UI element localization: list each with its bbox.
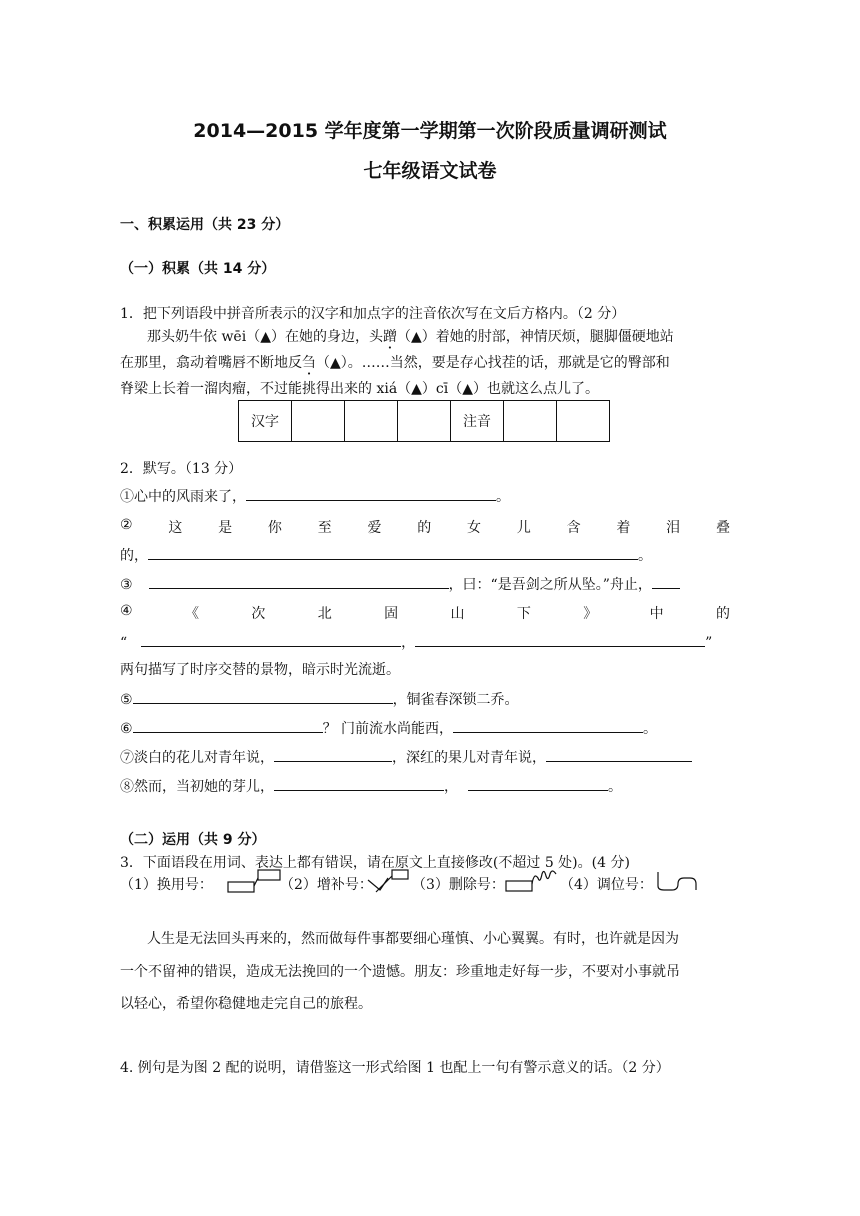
answer-cell[interactable] bbox=[398, 401, 451, 442]
blank-line[interactable] bbox=[652, 574, 680, 589]
swap-mark-icon bbox=[654, 868, 700, 894]
q2-item3 bbox=[120, 574, 680, 594]
q1-passage-text: （▲）。……当然，要是存心找茬的话，那就是它的臀部和 bbox=[316, 355, 670, 371]
section-heading: 一、积累运用（共 23 分） bbox=[120, 217, 290, 233]
spread-char: 固 bbox=[384, 606, 399, 622]
spread-char: 叠 bbox=[715, 520, 730, 536]
q2-item6 bbox=[120, 718, 657, 738]
spread-char: 北 bbox=[317, 606, 332, 622]
q2-item4-line2 bbox=[120, 632, 712, 652]
q1-passage-text: （▲）着她的肘部，神情厌烦，腿脚僵硬地站 bbox=[396, 329, 674, 345]
dotted-char: 刍 bbox=[302, 355, 316, 371]
q2-item8 bbox=[120, 776, 622, 796]
q3-passage-line1: 人生是无法回头再来的，然而做每件事都要细心瑾慎、小心翼翼。有时，也许就是因为 bbox=[147, 931, 679, 947]
item-text: ” bbox=[705, 635, 713, 651]
q1-answer-table bbox=[238, 400, 610, 442]
table-label-zhuyin: 注音 bbox=[451, 401, 504, 442]
item-text: ⑤ bbox=[120, 692, 133, 708]
spread-char: ② bbox=[120, 517, 133, 533]
blank-line[interactable] bbox=[133, 718, 323, 733]
spread-char: 山 bbox=[450, 606, 465, 622]
spread-char: 下 bbox=[516, 606, 531, 622]
item-text: ⑦淡白的花儿对青年说， bbox=[120, 750, 274, 766]
blank-line[interactable] bbox=[546, 747, 692, 762]
spread-char: ④ bbox=[120, 603, 133, 619]
spread-char: 》 bbox=[583, 606, 598, 622]
item-text: ，深红的果儿对青年说， bbox=[392, 750, 546, 766]
spread-char: 的 bbox=[715, 606, 730, 622]
exam-subtitle: 七年级语文试卷 bbox=[363, 160, 497, 182]
spread-char: 是 bbox=[218, 520, 233, 536]
dotted-char: 蹭 bbox=[382, 329, 397, 345]
q4-prompt: 4. 例句是为图 2 配的说明，请借鉴这一形式给图 1 也配上一句有警示意义的话。（2 分） bbox=[120, 1060, 670, 1076]
part-heading-application: （二）运用（共 9 分） bbox=[120, 832, 266, 848]
blank-line[interactable] bbox=[133, 689, 393, 704]
item-text: 。 bbox=[643, 721, 658, 737]
item-text: ， bbox=[444, 779, 458, 795]
item-text: 。 bbox=[496, 489, 510, 505]
q3-mark3-label: （3）删除号： bbox=[412, 877, 505, 893]
spread-char: 你 bbox=[267, 520, 282, 536]
blank-line[interactable] bbox=[274, 747, 392, 762]
q1-passage-line2 bbox=[120, 352, 670, 372]
insert-mark-icon bbox=[366, 868, 412, 894]
q3-mark2-label: （2）增补号： bbox=[280, 877, 373, 893]
part-heading-accumulation: （一）积累（共 14 分） bbox=[120, 261, 276, 277]
item-text: ，曰：“是吾剑之所从坠。”舟止， bbox=[448, 577, 652, 593]
q2-item4-tail: 两句描写了时序交替的景物，暗示时光流逝。 bbox=[120, 662, 400, 678]
spread-char: 着 bbox=[616, 520, 631, 536]
spread-char: 的 bbox=[417, 520, 432, 536]
q1-passage-line3: 脊梁上长着一溜肉瘤，不过能挑得出来的 xiá（▲）cī（▲）也就这么点儿了。 bbox=[120, 381, 600, 397]
spread-char: 爱 bbox=[367, 520, 382, 536]
spread-char: 泪 bbox=[666, 520, 681, 536]
blank-line[interactable] bbox=[453, 718, 643, 733]
q2-item2-spread bbox=[120, 517, 730, 537]
q3-passage-line3: 以轻心，希望你稳健地走完自己的旅程。 bbox=[120, 996, 372, 1012]
item-text: ③ bbox=[120, 577, 133, 593]
table-label-hanzi: 汉字 bbox=[239, 401, 292, 442]
blank-line[interactable] bbox=[415, 632, 705, 647]
spread-char: 这 bbox=[168, 520, 183, 536]
spread-char: 次 bbox=[251, 606, 266, 622]
q1-passage-text: 在那里，翕动着嘴唇不断地反 bbox=[120, 355, 302, 371]
blank-line[interactable] bbox=[148, 545, 638, 560]
item-text: 的， bbox=[120, 548, 148, 564]
q2-prompt: 2．默写。（13 分） bbox=[120, 461, 243, 477]
answer-cell[interactable] bbox=[504, 401, 557, 442]
answer-cell[interactable] bbox=[557, 401, 610, 442]
spread-char: 女 bbox=[467, 520, 482, 536]
item-text: ，铜雀春深锁二乔。 bbox=[392, 692, 519, 708]
q3-mark1-label: （1）换用号： bbox=[120, 877, 213, 893]
exam-title: 2014—2015 学年度第一学期第一次阶段质量调研测试 bbox=[193, 120, 667, 142]
q2-item2-line2 bbox=[120, 545, 652, 565]
spread-char: 《 bbox=[184, 606, 199, 622]
q1-prompt: 1．把下列语段中拼音所表示的汉字和加点字的注音依次写在文后方格内。（2 分） bbox=[120, 306, 626, 322]
q3-prompt: 3．下面语段在用词、表达上都有错误，请在原文上直接修改(不超过 5 处)。(4 分) bbox=[120, 855, 630, 871]
blank-line[interactable] bbox=[274, 776, 444, 791]
item-text: ？ 门前流水尚能西， bbox=[322, 721, 454, 737]
q2-item5 bbox=[120, 689, 519, 709]
spread-char: 含 bbox=[566, 520, 581, 536]
item-text: 。 bbox=[608, 779, 622, 795]
answer-cell[interactable] bbox=[345, 401, 398, 442]
q1-passage-line1 bbox=[147, 326, 674, 346]
spread-char: 至 bbox=[317, 520, 332, 536]
q1-passage-text: 那头奶牛依 wēi（▲）在她的身边，头 bbox=[147, 329, 383, 345]
replace-mark-icon bbox=[226, 868, 282, 894]
spread-char: 儿 bbox=[516, 520, 531, 536]
answer-cell[interactable] bbox=[292, 401, 345, 442]
spread-char: 中 bbox=[649, 606, 664, 622]
item-text: ， bbox=[401, 635, 416, 651]
q2-item4-spread bbox=[120, 603, 730, 623]
blank-line[interactable] bbox=[468, 776, 608, 791]
blank-line[interactable] bbox=[246, 486, 496, 501]
q2-item1 bbox=[120, 486, 510, 506]
item-text: 。 bbox=[638, 548, 652, 564]
item-text: ⑧然而，当初她的芽儿， bbox=[120, 779, 274, 795]
q3-passage-line2: 一个不留神的错误，造成无法挽回的一个遗憾。朋友：珍重地走好每一步，不要对小事就吊 bbox=[120, 964, 680, 980]
delete-mark-icon bbox=[504, 866, 560, 894]
item-text: “ bbox=[120, 635, 128, 651]
q2-item7 bbox=[120, 747, 692, 767]
blank-line[interactable] bbox=[149, 574, 449, 589]
q3-mark4-label: （4）调位号： bbox=[560, 877, 653, 893]
item-text: ①心中的风雨来了， bbox=[120, 489, 246, 505]
blank-line[interactable] bbox=[141, 632, 401, 647]
item-text: ⑥ bbox=[120, 721, 133, 737]
